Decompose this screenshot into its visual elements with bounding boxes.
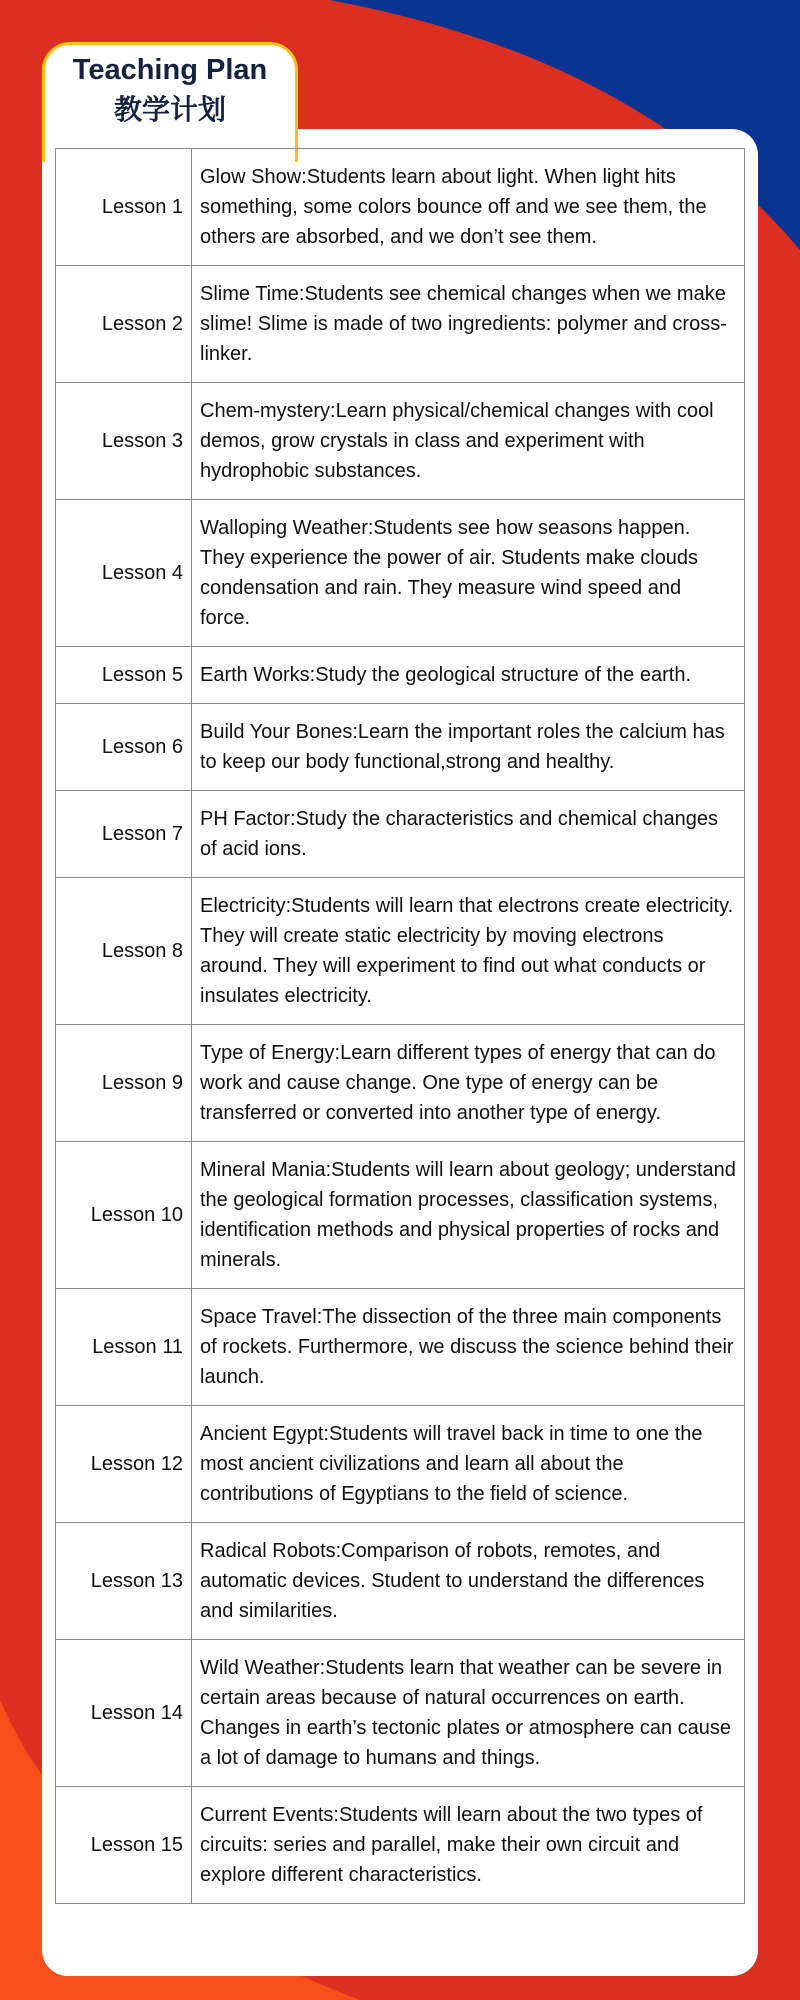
lesson-description: Radical Robots:Comparison of robots, remotes, and automatic devices. Student to understand the differences and similarities. xyxy=(192,1523,745,1640)
table-row xyxy=(56,1025,745,1142)
lesson-description: Wild Weather:Students learn that weather can be severe in certain areas because of natural occurrences on earth. Changes in earth’s tectonic plates or atmosphere can cause a lot of damage to humans and things. xyxy=(192,1640,745,1787)
lesson-description: Walloping Weather:Students see how seasons happen. They experience the power of air. Students make clouds condensation and rain. They measure wind speed and force. xyxy=(192,500,745,647)
lesson-label: Lesson 9 xyxy=(56,1025,192,1142)
table-row xyxy=(56,1523,745,1640)
lesson-label: Lesson 5 xyxy=(56,647,192,704)
lesson-label: Lesson 7 xyxy=(56,791,192,878)
lesson-description: Type of Energy:Learn different types of energy that can do work and cause change. One type of energy can be transferred or converted into another type of energy. xyxy=(192,1025,745,1142)
table-row xyxy=(56,1640,745,1787)
page-title: Teaching Plan xyxy=(72,54,268,86)
lesson-description: Slime Time:Students see chemical changes when we make slime! Slime is made of two ingredients: polymer and cross-linker. xyxy=(192,266,745,383)
lesson-label: Lesson 8 xyxy=(56,878,192,1025)
lesson-label: Lesson 3 xyxy=(56,383,192,500)
lesson-label: Lesson 10 xyxy=(56,1142,192,1289)
lesson-description: Space Travel:The dissection of the three main components of rockets. Furthermore, we discuss the science behind their launch. xyxy=(192,1289,745,1406)
lesson-label: Lesson 6 xyxy=(56,704,192,791)
lesson-description: Earth Works:Study the geological structure of the earth. xyxy=(192,647,745,704)
table-row xyxy=(56,500,745,647)
table-row xyxy=(56,149,745,266)
lesson-description: Chem-mystery:Learn physical/chemical changes with cool demos, grow crystals in class and experiment with hydrophobic substances. xyxy=(192,383,745,500)
page-title-chinese: 教学计划 xyxy=(113,93,226,126)
table-row xyxy=(56,791,745,878)
lesson-description: Glow Show:Students learn about light. When light hits something, some colors bounce off and we see them, the others are absorbed, and we don’t see them. xyxy=(192,149,745,266)
table-row xyxy=(56,1142,745,1289)
lesson-label: Lesson 12 xyxy=(56,1406,192,1523)
lesson-description: Electricity:Students will learn that electrons create electricity. They will create static electricity by moving electrons around. They will experiment to find out what conducts or insulates electricity. xyxy=(192,878,745,1025)
lesson-label: Lesson 11 xyxy=(56,1289,192,1406)
teaching-plan-table xyxy=(55,148,745,1904)
lesson-label: Lesson 2 xyxy=(56,266,192,383)
table-row xyxy=(56,1406,745,1523)
table-row xyxy=(56,1787,745,1904)
lesson-description: PH Factor:Study the characteristics and chemical changes of acid ions. xyxy=(192,791,745,878)
table-row xyxy=(56,647,745,704)
table-row xyxy=(56,1289,745,1406)
table-row xyxy=(56,266,745,383)
table-row xyxy=(56,383,745,500)
lesson-description: Build Your Bones:Learn the important roles the calcium has to keep our body functional,strong and healthy. xyxy=(192,704,745,791)
lesson-description: Ancient Egypt:Students will travel back in time to one the most ancient civilizations and learn all about the contributions of Egyptians to the field of science. xyxy=(192,1406,745,1523)
table-row xyxy=(56,878,745,1025)
table-row xyxy=(56,704,745,791)
lesson-label: Lesson 1 xyxy=(56,149,192,266)
lesson-label: Lesson 4 xyxy=(56,500,192,647)
lesson-label: Lesson 13 xyxy=(56,1523,192,1640)
lesson-label: Lesson 15 xyxy=(56,1787,192,1904)
lesson-label: Lesson 14 xyxy=(56,1640,192,1787)
title-tab xyxy=(42,42,298,162)
lesson-description: Mineral Mania:Students will learn about geology; understand the geological formation processes, classification systems, identification methods and physical properties of rocks and minerals. xyxy=(192,1142,745,1289)
lesson-description: Current Events:Students will learn about the two types of circuits: series and parallel, make their own circuit and explore different characteristics. xyxy=(192,1787,745,1904)
